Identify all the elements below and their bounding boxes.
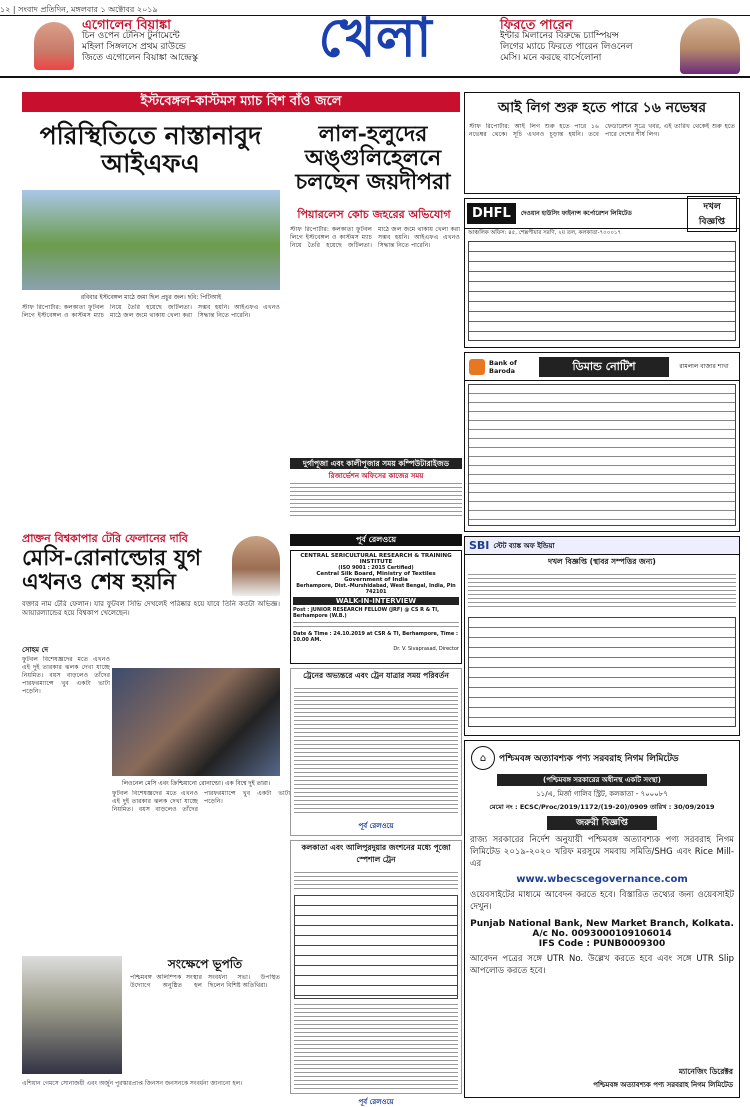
rail1-title: ট্রেনের অভ্যন্তরে এবং ট্রেন যাত্রার সময় পরিবর্তন [303,671,449,680]
masthead: খেলা [318,5,432,69]
story4-headline: আই লিগ শুরু হতে পারে ১৬ নভেম্বর [497,100,707,116]
left-teaser-line: চিন ওপেন টেনিস টুর্নামেন্টে [82,31,180,41]
sbi-ad [464,536,740,736]
bob-note: রামলাল বাজার শাখা [679,363,729,370]
story2-body: ফুটবল বিশেষজ্ঞদের মতে এখনও এই দুই তারকার ঝলক দেখা যাচ্ছে নিয়মিত। বয়স বাড়লেও তাঁদের পারফরম্যান্সে খুব একটা ভাটা পড়েনি। [22,656,110,695]
right-teaser-line: লিগের ম্যাচে ফিরতে পারেন লিওনেল [500,42,633,52]
csrti-line4: Government of India [344,577,408,583]
left-teaser-line: মহিলা সিঙ্গলসে প্রথম রাউন্ডে [82,42,186,52]
story2-photo-caption: লিওনেল মেসি এবং ক্রিশ্চিয়ানো রোনাল্ডো। এক বিশ্বে দুই তারা। [121,780,271,787]
story3-title: সংক্ষেপে ভূপতি [167,957,243,971]
story3-body: পশ্চিমবঙ্গ অলিম্পিক সংস্থার উদ্যোগে অনুষ্ঠিত হল সংবর্ধনা সভা। উপস্থিত ছিলেন বিশিষ্ট অতিথিরা। [130,974,280,989]
story2-headline: মেসি-রোনাল্ডোর যুগ এখনও শেষ হয়নি [22,545,202,596]
story2-byline: সোহম দে [22,646,49,654]
header-bottom-rule [0,76,750,78]
terry-phelan-photo [232,536,280,596]
csrti-sign: Dr. V. Sivaprasad, Director [393,646,459,652]
dhfl-tag: দখল বিজ্ঞপ্তি [687,196,737,232]
csrti-ad [290,550,462,664]
sbi-table [468,617,736,727]
rail1-footer: পূর্ব রেলওয়ে [291,821,461,832]
bob-logo-icon [469,359,485,375]
bob-ad [464,352,740,532]
dhfl-table [468,241,736,341]
story1-subhead: পিয়ারলেস কোচ জহরের অভিযোগ [297,208,451,221]
csrti-line3: Central Silk Board, Ministry of Textiles [316,571,436,577]
story1-body: স্টাফ রিপোর্টার: কলকাতা ফুটবল লিগে ইস্টবেঙ্গল ও কাস্টমস ম্যাচ নিয়ে তৈরি হয়েছে জটিলতা। মাঠে জল জমে থাকায় খেলা করা সম্ভব হয়নি। আইএফএ এখনও সিদ্ধান্ত নিতে পারেনি। [22,304,280,319]
story1-body-right: স্টাফ রিপোর্টার: কলকাতা ফুটবল লিগে ইস্টবেঙ্গল ও কাস্টমস ম্যাচ নিয়ে তৈরি হয়েছে জটিলতা। মাঠে জল জমে থাকায় খেলা করা সম্ভব হয়নি। আইএফএ এখনও সিদ্ধান্ত নিতে পারেনি। [290,226,460,249]
csrti-band: WALK-IN-INTERVIEW [293,597,459,605]
wbecsc-memo: মেমো নং : ECSC/Proc/2019/1172/(19-20)/0909 তারিখ : 30/09/2019 [489,803,715,811]
dhfl-ad [464,198,740,348]
right-teaser [500,20,680,64]
story4-body: স্টাফ রিপোর্টার: আই লিগ শুরু হতে পারে ১৬ নভেম্বর থেকে। সূচি এখনও চূড়ান্ত হয়নি। তবে ফেডারেশন সূত্রে খবর, এই তারিখ থেকেই শুরু হতে পারে দেশের শীর্ষ লিগ। [469,123,735,138]
puja-reservation-line: রিজার্ভেশন অফিসের কাজের সময় [328,472,424,480]
rail2-footer: পূর্ব রেলওয়ে [291,1097,461,1107]
wbecsc-address: ১১/এ, মির্জা গালিব স্ট্রিট, কলকাতা - ৭০০০৮৭ [536,790,668,798]
story4-box [464,92,740,194]
story1-photo-caption: রবিবার ইস্টবেঙ্গল মাঠে জমা ছিল প্রচুর জল। ছবি: পিটিআই [80,294,222,301]
wbecsc-sign2: পশ্চিমবঙ্গ অত্যাবশ্যক পণ্য সরবরাহ নিগম লিমিটেড [593,1081,733,1089]
wbecsc-website[interactable]: www.wbecscegovernance.com [516,874,688,885]
right-teaser-line: ইন্টার মিলানের বিরুদ্ধে চ্যাম্পিয়ন্স [500,31,619,41]
rail2-title: কলকাতা এবং আলিপুরদুয়ার জংশনের মধ্যে পূজো স্পেশাল ট্রেন [301,843,451,864]
wbecsc-bank3: IFS Code : PUNB0009300 [538,939,666,949]
sbi-title: স্টেট ব্যাঙ্ক অফ ইন্ডিয়া [493,541,555,550]
csrti-line2: (ISO 9001 : 2015 Certified) [338,565,414,571]
flooded-ground-photo [22,190,280,290]
csrti-post: Post : JUNIOR RESEARCH FELLOW (JRF) @ CS R & TI, Berhampore (W.B.) [293,607,440,619]
story3-photo-caption: এশিয়ান গেমসে সোনাজয়ী এবং অর্জুন পুরস্কারপ্রাপ্ত জিনসন জনসনকে সংবর্ধনা জানানো হল। [22,1080,243,1087]
wbecsc-ad [464,740,740,1098]
right-teaser-line: মেসি। মনে করছে বার্সেলোনা [500,53,602,63]
dhfl-logo: DHFL [467,203,516,224]
wbecsc-body3: আবেদন পত্রের সঙ্গে UTR No. উল্লেখ করতে হবে এবং সঙ্গে UTR Slip আপলোড করতে হবে। [470,954,734,976]
wbecsc-band: জরুরী বিজ্ঞপ্তি [547,816,657,830]
bob-title: ডিমান্ড নোটিশ [539,357,669,377]
rail-notice-1 [290,668,462,836]
wbecsc-body1: রাজ্য সরকারের নির্দেশ অনুযায়ী পশ্চিমবঙ্গ অত্যাবশ্যক পণ্য সরবরাহ নিগম লিমিটেড ২০১৯-২০২০ খরিফ মরসুমে সমবায় সমিতি/SHG এবং Rice Mill-এর [470,835,734,869]
puja-reservation-text [290,480,462,532]
story1-kicker: ইস্টবেঙ্গল-কাস্টমস ম্যাচ বিশ বাঁও জলে [22,92,460,112]
rail2-timetable [294,895,458,999]
story1-headline-right: লাল-হলুদের অঙ্গুলিহেলনে চলছেন জয়দীপরা [295,121,451,196]
wbecsc-sign1: ম্যানেজিং ডিরেক্টর [678,1067,733,1076]
left-teaser-photo [34,22,74,70]
rail-notice-2 [290,840,462,1106]
wbecsc-emblem-icon: ⌂ [471,746,495,770]
csrti-line5: Berhampore, Dist.-Murshidabad, West Bengal, India, Pin 742101 [296,583,456,595]
dhfl-subtitle: দেওয়ান হাউসিং ফাইনান্স কর্পোরেশন লিমিটেড [520,210,632,217]
right-teaser-photo [680,18,740,74]
felicitation-photo [22,956,122,1074]
story1-headline-left: পরিস্থিতিতে নাস্তানাবুদ আইএফএ [39,121,262,178]
right-teaser-title: ফিরতে পারেন [500,18,573,33]
csrti-line1: CENTRAL SERICULTURAL RESEARCH & TRAINING INSTITUTE [300,553,452,565]
dhfl-note: আঞ্চলিক অফিস: ৪৫, শেক্সপীয়ার সরণি, ২য় তল, কলকাতা-৭০০০১৭ [468,230,622,236]
eastern-railway-footer: পূর্ব রেলওয়ে [290,534,462,546]
wbecsc-bank1: Punjab National Bank, New Market Branch, Kolkata. [470,919,734,929]
csrti-date: Date & Time : 24.10.2019 at CSR & TI, Berhampore, Time : 10.00 AM. [293,631,458,643]
messi-ronaldo-photo [112,668,280,776]
puja-reservation-title: দুর্গাপূজা এবং কালীপূজার সময় কম্পিউটারাইজড [290,458,462,469]
bob-brand: Bank of Baroda [489,358,517,375]
story2-kicker: প্রাক্তন বিশ্বকাপার টেরি ফেলানের দাবি [22,532,188,545]
left-teaser-title: এগোলেন বিয়াঙ্কা [82,18,171,33]
sbi-line: দখল বিজ্ঞপ্তি (স্থাবর সম্পত্তির জন্য) [548,557,656,566]
wbecsc-title: পশ্চিমবঙ্গ অত্যাবশ্যক পণ্য সরবরাহ নিগম লিমিটেড [499,753,679,764]
story2-deck: বক্তার নাম টেরি ফেলান। যার ফুটবল সিভি দেখলেই পরিষ্কার হয়ে যাবে তিনি কতটা অভিজ্ঞ। আয়ারল্যান্ডের হয়ে বিশ্বকাপ খেলেছেন। [22,600,280,617]
edition-line: ১২ | সংবাদ প্রতিদিন, মঙ্গলবার ১ অক্টোবর ২০১৯ [0,5,158,14]
wbecsc-bank2: A/c No. 0093000109106014 [532,929,672,939]
bob-table [468,384,736,526]
sbi-logo: SBI [469,539,490,552]
wbecsc-sub: (পশ্চিমবঙ্গ সরকারের অধীনস্থ একটি সংস্থা) [497,774,707,786]
wbecsc-body2: ওয়েবসাইটের মাধ্যমে আবেদন করতে হবে। বিস্তারিত তথ্যের জন্য ওয়েবসাইট দেখুন। [470,890,734,912]
story2-body-cont: ফুটবল বিশেষজ্ঞদের মতে এখনও এই দুই তারকার ঝলক দেখা যাচ্ছে নিয়মিত। বয়স বাড়লেও তাঁদের পারফরম্যান্সে খুব একটা ভাটা পড়েনি। [112,790,290,813]
left-teaser [82,20,282,64]
left-teaser-line: জিতে এগোলেন বিয়াঙ্কা আন্দ্রেস্কু [82,53,198,63]
